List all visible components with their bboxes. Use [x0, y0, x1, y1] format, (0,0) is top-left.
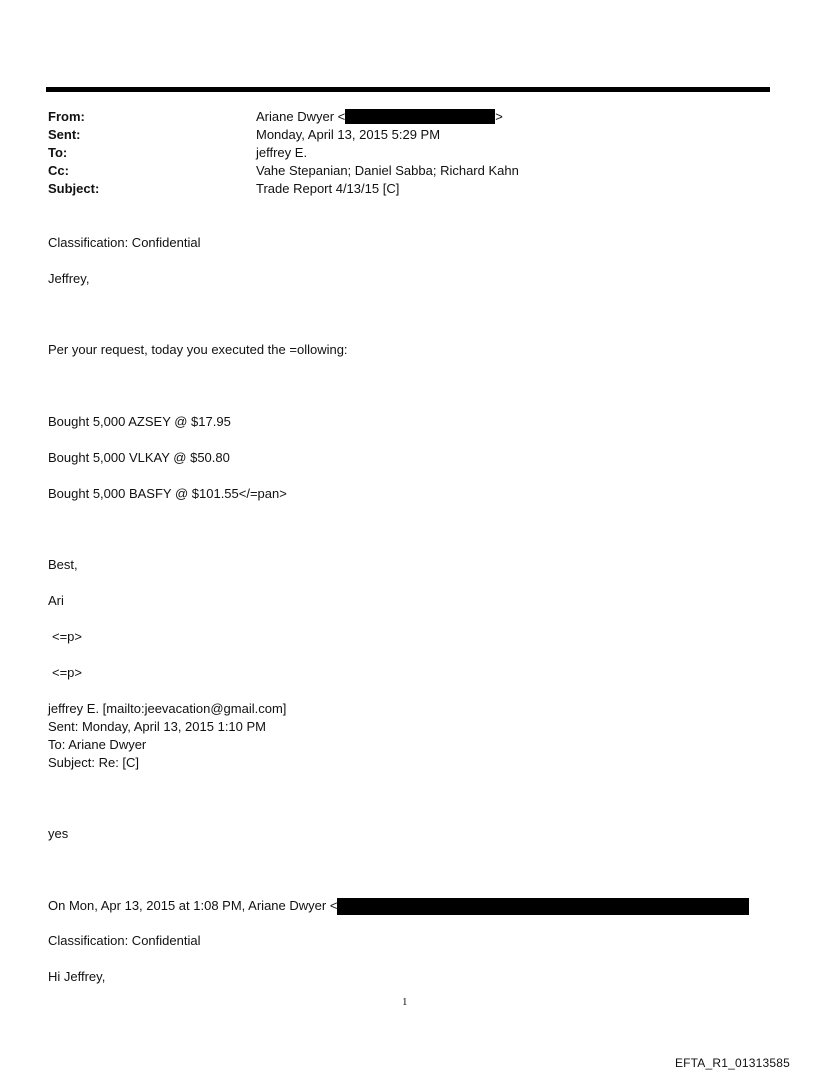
quoted-subject-line: Subject: Re: [C] — [48, 755, 140, 770]
quoted-sent-line: Sent: Monday, April 13, 2015 1:10 PM — [48, 719, 267, 734]
classification-label: Classification: Confidential — [48, 235, 201, 250]
on-date-line — [48, 897, 749, 915]
sent-row — [48, 126, 768, 144]
intro-line: Per your request, today you executed the =ollowing: — [48, 342, 348, 357]
markup-artifact-2: <=p> — [52, 665, 83, 680]
quoted-greeting: Hi Jeffrey, — [48, 969, 106, 984]
to-row — [48, 144, 768, 162]
trade-line-3: Bought 5,000 BASFY @ $101.55</=pan> — [48, 486, 287, 501]
on-date-text: On Mon, Apr 13, 2015 at 1:08 PM, Ariane Dwyer < — [48, 898, 338, 913]
to-label: To: — [48, 145, 68, 160]
from-name: Ariane Dwyer < — [256, 109, 346, 124]
sent-value: Monday, April 13, 2015 5:29 PM — [256, 127, 441, 142]
cc-row — [48, 162, 768, 180]
from-value — [256, 108, 768, 126]
sent-label: Sent: — [48, 127, 81, 142]
greeting: Jeffrey, — [48, 271, 90, 286]
signoff: Best, — [48, 557, 78, 572]
redaction-block — [345, 109, 495, 124]
from-bracket-close: > — [495, 109, 503, 124]
reply-text: yes — [48, 826, 69, 841]
page-number: 1 — [402, 996, 408, 1008]
markup-artifact-1: <=p> — [52, 629, 83, 644]
subject-label: Subject: — [48, 181, 100, 196]
cc-label: Cc: — [48, 163, 69, 178]
quoted-from-line: jeffrey E. [mailto:jeevacation@gmail.com] — [48, 701, 287, 716]
cc-value: Vahe Stepanian; Daniel Sabba; Richard Kahn — [256, 163, 519, 178]
from-label: From: — [48, 109, 85, 124]
header-rule — [46, 87, 770, 92]
subject-row — [48, 180, 768, 198]
quoted-to-line: To: Ariane Dwyer — [48, 737, 147, 752]
signature: Ari — [48, 593, 64, 608]
trade-line-2: Bought 5,000 VLKAY @ $50.80 — [48, 450, 230, 465]
redaction-block-2 — [337, 898, 749, 915]
to-value: jeffrey E. — [256, 145, 308, 160]
email-header — [48, 108, 768, 198]
bates-number: EFTA_R1_01313585 — [674, 1056, 790, 1070]
quoted-classification: Classification: Confidential — [48, 933, 201, 948]
trade-line-1: Bought 5,000 AZSEY @ $17.95 — [48, 414, 231, 429]
from-row — [48, 108, 768, 126]
subject-value: Trade Report 4/13/15 [C] — [256, 181, 400, 196]
quoted-header — [48, 700, 286, 772]
